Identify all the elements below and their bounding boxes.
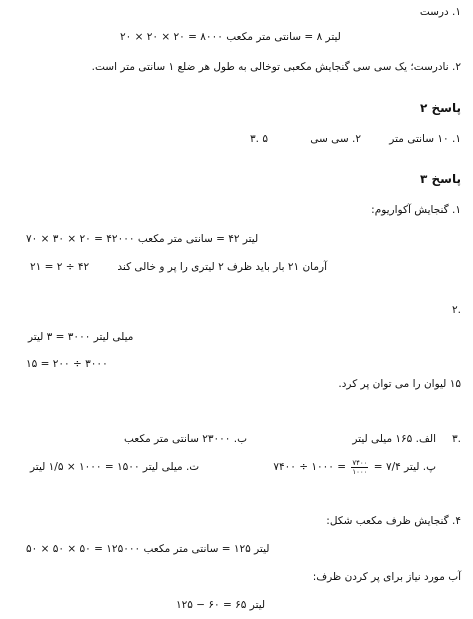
q1-label: ۱. گنجایش آکواریوم: (371, 204, 461, 216)
q4-text: آب مورد نیاز برای پر کردن ظرف: (312, 571, 461, 583)
q3-item-p (273, 456, 436, 478)
q2-text: ۱۵ لیوان را می توان پر کرد. (338, 378, 461, 390)
q3-p-prefix: پ. لیتر ۷/۴ = (373, 461, 436, 473)
item-2-text: ۲. نادرست؛ یک سی سی گنجایش مکعبی توخالی به طول هر ضلع ۱ سانتی متر است. (91, 61, 461, 73)
q3-item-b: ب. ۲۳۰۰۰ سانتی متر مکعب (124, 433, 248, 445)
q3-item-t: ت. میلی لیتر ۱۵۰۰ = ۱۰۰۰ × ۱/۵ لیتر (30, 461, 200, 473)
q3-number: ۳. (452, 433, 461, 445)
q3-p-fraction-denominator: ۱۰۰۰ (352, 467, 368, 476)
q2-equation-2: ۱۵ = ۲۰۰ ÷ ۳۰۰۰ (26, 358, 108, 370)
answer-2-heading: پاسخ ۲ (420, 101, 461, 115)
q4-label: ۴. گنجایش ظرف مکعب شکل: (326, 515, 461, 527)
q1-text: آرمان ۲۱ بار باید ظرف ۲ لیتری را پر و خالی کند (117, 261, 327, 273)
item-1-number: ۱. درست (419, 6, 461, 18)
q3-p-fraction (351, 459, 368, 476)
answer-2-item-3: ۳. ۵ (250, 133, 268, 145)
item-1-equation: لیتر ۸ = سانتی متر مکعب ۸۰۰۰ = ۲۰ × ۲۰ × ۲۰ (120, 31, 341, 43)
q3-item-a: الف. ۱۶۵ میلی لیتر (352, 433, 436, 445)
q3-p-fraction-numerator: ۷۴۰۰ (352, 458, 368, 467)
q2-number: ۲. (452, 304, 461, 316)
q3-p-suffix: = ۱۰۰۰ ÷ ۷۴۰۰ (273, 461, 347, 473)
answer-2-item-2: ۲. سی سی (310, 133, 361, 145)
q1-calc: ۲۱ = ۲ ÷ ۴۲ (30, 261, 90, 273)
q2-equation-1: میلی لیتر ۳۰۰۰ = ۳ لیتر (28, 331, 134, 343)
q1-equation: لیتر ۴۲ = سانتی متر مکعب ۴۲۰۰۰ = ۲۰ × ۳۰ × ۷۰ (26, 233, 259, 245)
q4-equation-2: لیتر ۶۵ = ۶۰ − ۱۲۵ (176, 599, 266, 611)
q4-equation: لیتر ۱۲۵ = سانتی متر مکعب ۱۲۵۰۰۰ = ۵۰ × ۵۰ × ۵۰ (26, 543, 270, 555)
answer-2-item-1: ۱. ۱۰ سانتی متر (389, 133, 461, 145)
answer-3-heading: پاسخ ۳ (420, 172, 461, 186)
